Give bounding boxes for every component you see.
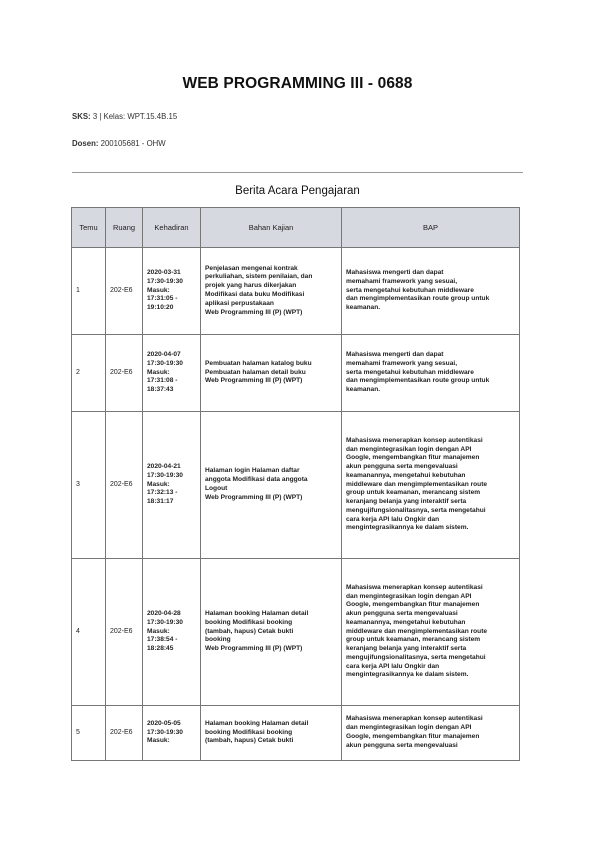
cell-bap-line: keranjang belanja yang interaktif serta bbox=[346, 645, 467, 653]
cell-bahan-kajian-line: Web Programming III (P) (WPT) bbox=[205, 308, 303, 316]
divider bbox=[72, 172, 523, 173]
cell-bahan-kajian-line: Web Programming III (P) (WPT) bbox=[205, 377, 303, 385]
cell-bahan-kajian bbox=[201, 706, 342, 761]
cell-kehadiran-line: Masuk: bbox=[147, 286, 170, 294]
cell-bahan-kajian-line: booking Modifikasi booking bbox=[205, 618, 293, 626]
cell-bap-line: group untuk keamanan, merancang sistem bbox=[346, 489, 481, 497]
cell-bahan-kajian-line: Halaman booking Halaman detail bbox=[205, 610, 309, 618]
cell-kehadiran-line: Masuk: bbox=[147, 627, 170, 635]
cell-bap-line: dan mengimplementasikan route group untuk bbox=[346, 295, 490, 303]
cell-bahan-kajian bbox=[201, 412, 342, 559]
cell-kehadiran-line: 2020-03-31 bbox=[147, 269, 181, 277]
table-row bbox=[72, 706, 520, 761]
cell-bap-line: keamanannya, mengetahui kebutuhan bbox=[346, 618, 466, 626]
table-row bbox=[72, 335, 520, 412]
cell-bap-line: Google, mengembangkan fitur manajemen bbox=[346, 733, 480, 740]
sks-value: 3 | Kelas: WPT.15.4B.15 bbox=[92, 112, 178, 121]
cell-kehadiran-line: 2020-04-07 bbox=[147, 351, 181, 359]
attendance-table bbox=[71, 207, 520, 761]
cell-bap-line: cara kerja API lalu Ongkir dan bbox=[346, 515, 440, 523]
cell-kehadiran bbox=[143, 412, 201, 559]
cell-kehadiran-line: 2020-05-05 bbox=[147, 719, 181, 727]
cell-temu: 3 bbox=[72, 412, 106, 559]
cell-ruang: 202-E6 bbox=[106, 412, 143, 559]
cell-bap-line: Mahasiswa mengerti dan dapat bbox=[346, 351, 444, 359]
cell-bap-line: cara kerja API lalu Ongkir dan bbox=[346, 662, 440, 670]
table-row bbox=[72, 412, 520, 559]
cell-bahan-kajian-line: aplikasi perpustakaan bbox=[205, 299, 274, 307]
cell-bap-line: memahami framework yang sesuai, bbox=[346, 277, 458, 285]
cell-bahan-kajian-line: booking Modifikasi booking bbox=[205, 728, 293, 736]
course-meta-sks bbox=[72, 112, 177, 121]
cell-temu: 1 bbox=[72, 248, 106, 335]
cell-bap-line: mengintegrasikannya ke dalam sistem. bbox=[346, 524, 469, 532]
cell-kehadiran-line: Masuk: bbox=[147, 480, 170, 488]
cell-kehadiran-line: 17:31:05 - bbox=[147, 295, 178, 303]
sks-label: SKS: bbox=[72, 112, 91, 121]
cell-kehadiran-line: 18:31:17 bbox=[147, 498, 174, 506]
cell-bap bbox=[342, 335, 520, 412]
cell-bahan-kajian-line: (tambah, hapus) Cetak bukti bbox=[205, 627, 294, 635]
cell-bahan-kajian-line: (tambah, hapus) Cetak bukti bbox=[205, 737, 294, 745]
cell-kehadiran-line: 17:31:08 - bbox=[147, 377, 178, 385]
table-row bbox=[72, 248, 520, 335]
cell-bahan-kajian bbox=[201, 335, 342, 412]
table-row bbox=[72, 559, 520, 706]
cell-kehadiran bbox=[143, 335, 201, 412]
cell-bap bbox=[342, 706, 520, 761]
cell-kehadiran bbox=[143, 706, 201, 761]
cell-bap-line: middleware dan mengimplementasikan route bbox=[346, 480, 488, 488]
cell-bahan-kajian-line: projek yang harus dikerjakan bbox=[205, 282, 297, 290]
column-header-temu: Temu bbox=[72, 208, 106, 248]
cell-bap-line: middleware dan mengimplementasikan route bbox=[346, 627, 488, 635]
cell-ruang: 202-E6 bbox=[106, 559, 143, 706]
cell-temu: 5 bbox=[72, 706, 106, 761]
cell-bap-line: group untuk keamanan, merancang sistem bbox=[346, 636, 481, 644]
cell-bahan-kajian bbox=[201, 559, 342, 706]
cell-bap bbox=[342, 559, 520, 706]
cell-bap-line: keranjang belanja yang interaktif serta bbox=[346, 498, 467, 506]
cell-bap-line: Mahasiswa menerapkan konsep autentikasi bbox=[346, 436, 483, 444]
cell-bahan-kajian-line: Halaman login Halaman daftar bbox=[205, 467, 300, 475]
cell-kehadiran-line: 17:30-19:30 bbox=[147, 471, 183, 479]
cell-bap-line: dan mengintegrasikan login dengan API bbox=[346, 724, 472, 732]
cell-bap-line: akun pengguna serta mengevaluasi bbox=[346, 610, 458, 618]
cell-kehadiran bbox=[143, 248, 201, 335]
cell-kehadiran-line: Masuk: bbox=[147, 368, 170, 376]
cell-kehadiran-line: 17:30-19:30 bbox=[147, 618, 183, 626]
cell-bap-line: Google, mengembangkan fitur manajemen bbox=[346, 454, 480, 462]
cell-bahan-kajian-line: Pembuatan halaman detail buku bbox=[205, 368, 306, 376]
cell-bahan-kajian-line: Logout bbox=[205, 485, 228, 492]
cell-kehadiran-line: 18:37:43 bbox=[147, 386, 174, 394]
cell-bahan-kajian-line: booking bbox=[205, 636, 231, 644]
cell-bap-line: Google, mengembangkan fitur manajemen bbox=[346, 601, 480, 609]
cell-bap-line: dan mengintegrasikan login dengan API bbox=[346, 592, 472, 600]
cell-kehadiran-line: 17:32:13 - bbox=[147, 489, 178, 497]
cell-bahan-kajian-line: anggota Modifikasi data anggota bbox=[205, 476, 308, 484]
cell-ruang: 202-E6 bbox=[106, 706, 143, 761]
cell-kehadiran bbox=[143, 559, 201, 706]
cell-bap-line: Mahasiswa menerapkan konsep autentikasi bbox=[346, 583, 483, 591]
cell-kehadiran-line: 2020-04-28 bbox=[147, 610, 181, 618]
cell-bap-line: Mahasiswa mengerti dan dapat bbox=[346, 269, 444, 277]
column-header-ruang: Ruang bbox=[106, 208, 143, 248]
cell-kehadiran-line: 17:30-19:30 bbox=[147, 277, 183, 285]
cell-bap-line: Mahasiswa menerapkan konsep autentikasi bbox=[346, 715, 483, 723]
cell-kehadiran-line: 17:38:54 - bbox=[147, 636, 178, 644]
course-meta-dosen bbox=[72, 139, 166, 148]
cell-bap-line: serta mengetahui kebutuhan middleware bbox=[346, 286, 474, 294]
dosen-label: Dosen: bbox=[72, 139, 99, 148]
table-header-row bbox=[72, 208, 520, 248]
cell-bahan-kajian-line: Halaman booking Halaman detail bbox=[205, 719, 309, 727]
cell-kehadiran-line: 19:10:20 bbox=[147, 304, 174, 312]
cell-bahan-kajian-line: perkuliahan, sistem penilaian, dan bbox=[205, 273, 313, 281]
cell-kehadiran-line: 17:30-19:30 bbox=[147, 728, 183, 736]
cell-bap-line: keamanan. bbox=[346, 386, 381, 394]
cell-bap-line: memahami framework yang sesuai, bbox=[346, 359, 458, 367]
cell-bap-line: mengintegrasikannya ke dalam sistem. bbox=[346, 671, 469, 679]
cell-bap bbox=[342, 412, 520, 559]
cell-temu: 4 bbox=[72, 559, 106, 706]
cell-kehadiran-line: 2020-04-21 bbox=[147, 463, 181, 471]
cell-ruang: 202-E6 bbox=[106, 335, 143, 412]
column-header-kehadiran: Kehadiran bbox=[143, 208, 201, 248]
cell-ruang: 202-E6 bbox=[106, 248, 143, 335]
cell-bahan-kajian-line: Pembuatan halaman katalog buku bbox=[205, 359, 312, 367]
cell-bahan-kajian bbox=[201, 248, 342, 335]
cell-temu: 2 bbox=[72, 335, 106, 412]
cell-bap-line: keamanan. bbox=[346, 304, 381, 312]
cell-bahan-kajian-line: Web Programming III (P) (WPT) bbox=[205, 493, 303, 501]
cell-bap-line: dan mengintegrasikan login dengan API bbox=[346, 445, 472, 453]
column-header-bahan-kajian: Bahan Kajian bbox=[201, 208, 342, 248]
cell-bap-line: serta mengetahui kebutuhan middleware bbox=[346, 368, 474, 376]
cell-bap-line: keamanannya, mengetahui kebutuhan bbox=[346, 471, 466, 479]
cell-kehadiran-line: 18:28:45 bbox=[147, 645, 174, 653]
dosen-value: 200105681 - OHW bbox=[100, 139, 166, 148]
cell-bap-line: akun pengguna serta mengevaluasi bbox=[346, 463, 458, 471]
page-title: WEB PROGRAMMING III - 0688 bbox=[182, 75, 413, 92]
cell-bap-line: dan mengimplementasikan route group untuk bbox=[346, 377, 490, 385]
cell-bahan-kajian-line: Web Programming III (P) (WPT) bbox=[205, 645, 303, 653]
cell-bap-line: akun pengguna serta mengevaluasi bbox=[346, 741, 458, 749]
cell-kehadiran-line: 17:30-19:30 bbox=[147, 359, 183, 367]
section-title: Berita Acara Pengajaran bbox=[235, 185, 360, 197]
column-header-bap: BAP bbox=[342, 208, 520, 248]
cell-bap-line: mengujifungsionalitasnya, serta mengetahui bbox=[346, 506, 486, 514]
cell-bahan-kajian-line: Modifikasi data buku Modifikasi bbox=[205, 291, 305, 298]
cell-bahan-kajian-line: Penjelasan mengenai kontrak bbox=[205, 264, 298, 272]
cell-bap-line: mengujifungsionalitasnya, serta mengetahui bbox=[346, 653, 486, 661]
cell-bap bbox=[342, 248, 520, 335]
table-body bbox=[72, 248, 520, 761]
cell-kehadiran-line: Masuk: bbox=[147, 737, 170, 745]
